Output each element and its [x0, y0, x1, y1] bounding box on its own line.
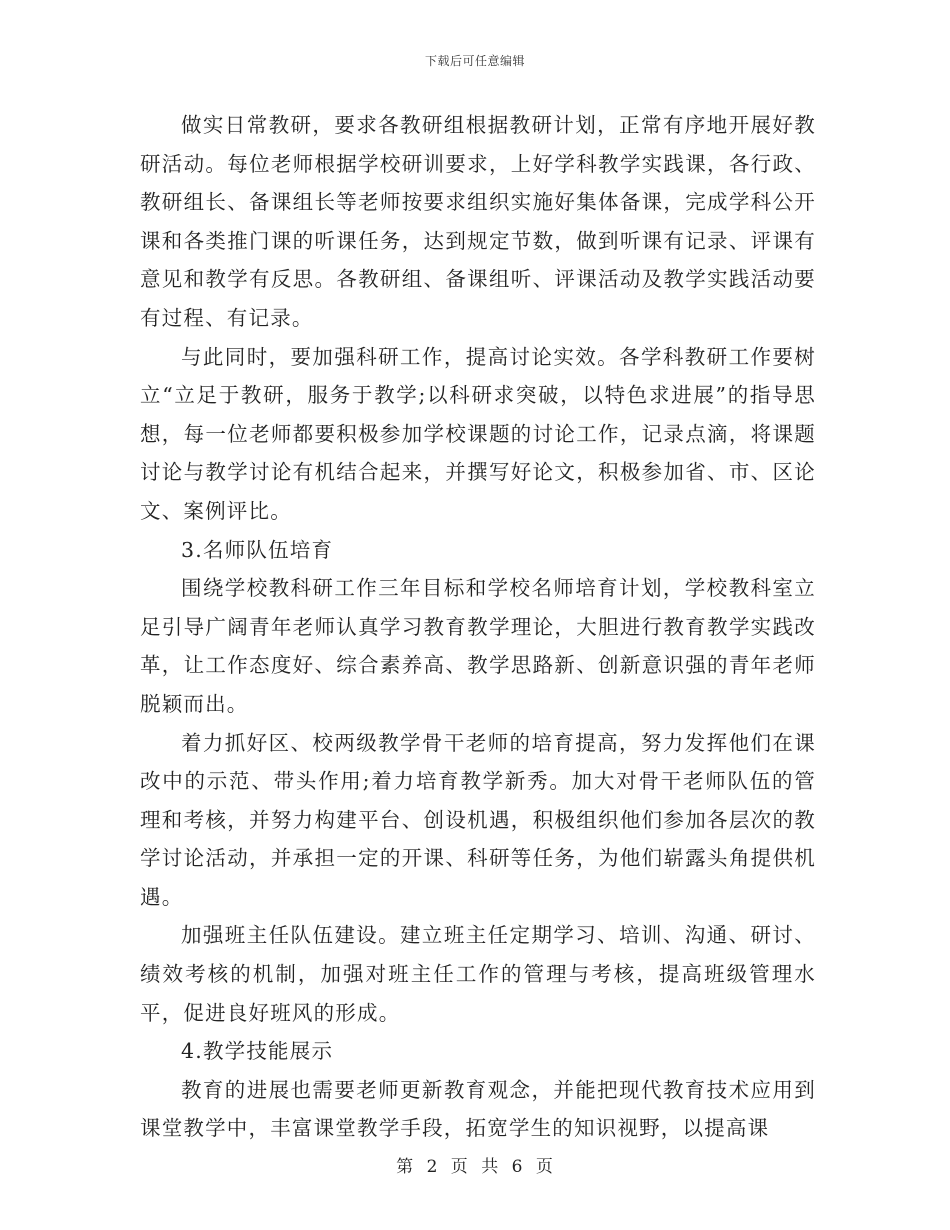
- paragraph-class-teacher-team: 加强班主任队伍建设。建立班主任定期学习、培训、沟通、研讨、绩效考核的机制，加强对班主任工作的管理与考核，提高班级管理水平，促进良好班风的形成。: [140, 923, 816, 1025]
- section-heading-teaching-skills: 4.教学技能展示: [181, 1039, 334, 1064]
- paragraph-teacher-training-goals: 围绕学校教科研工作三年目标和学校名师培育计划，学校教科室立足引导广阔青年老师认真学习教育教学理论，大胆进行教育教学实践改革，让工作态度好、综合素养高、教学思路新、创新意识强的青年老师脱颖而出。: [140, 576, 816, 716]
- paragraph-scientific-research: 与此同时，要加强科研工作，提高讨论实效。各学科教研工作要树立“立足于教研，服务于教学;以科研求突破，以特色求进展”的指导思想，每一位老师都要积极参加学校课题的讨论工作，记录点滴，将课题讨论与教学讨论有机结合起来，并撰写好论文，积极参加省、市、区论文、案例评比。: [140, 344, 816, 523]
- page-number-footer: 第 2 页 共 6 页: [396, 1157, 554, 1177]
- paragraph-backbone-teachers: 着力抓好区、校两级教学骨干老师的培育提高，努力发挥他们在课改中的示范、带头作用;着力培育教学新秀。加大对骨干老师队伍的管理和考核，并努力构建平台、创设机遇，积极组织他们参加各层次的教学讨论活动，并承担一定的开课、科研等任务，为他们崭露头角提供机遇。: [140, 730, 816, 909]
- paragraph-education-development: 教育的进展也需要老师更新教育观念，并能把现代教育技术应用到课堂教学中，丰富课堂教学手段，拓宽学生的知识视野，以提高课: [140, 1077, 816, 1141]
- section-heading-famous-teachers: 3.名师队伍培育: [181, 537, 334, 562]
- page-header: 下载后可任意编辑: [424, 54, 525, 68]
- document-body: [140, 106, 816, 1148]
- paragraph-daily-research: 做实日常教研，要求各教研组根据教研计划，正常有序地开展好教研活动。每位老师根据学校研训要求，上好学科教学实践课，各行政、教研组长、备课组长等老师按要求组织实施好集体备课，完成学科公开课和各类推门课的听课任务，达到规定节数，做到听课有记录、评课有意见和教学有反思。各教研组、备课组听、评课活动及教学实践活动要有过程、有记录。: [140, 113, 816, 330]
